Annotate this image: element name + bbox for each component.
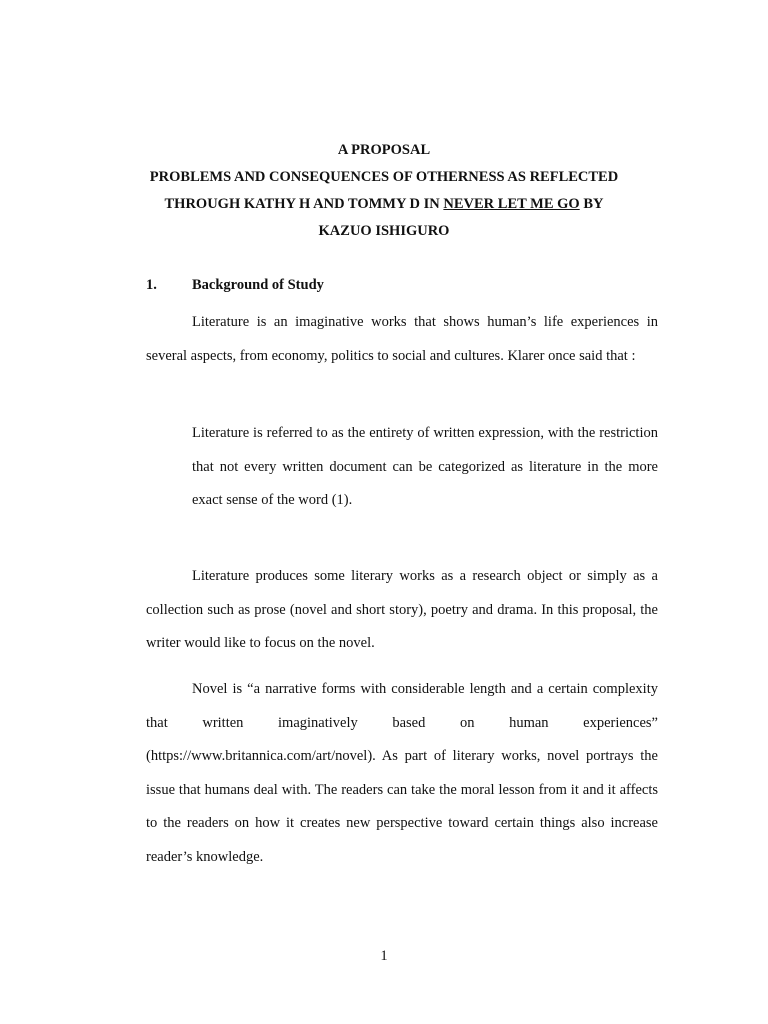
paragraph-1: Literature is an imaginative works that shows human’s life experiences in several aspects, from economy, politics to social and cultures. Klarer once said that : [146, 314, 658, 364]
title-line-author: KAZUO ISHIGURO [318, 223, 450, 239]
title-line-2: PROBLEMS AND CONSEQUENCES OF OTHERNESS AS REFLECTED [149, 169, 619, 185]
document-title [0, 137, 768, 245]
block-quote: Literature is referred to as the entirety of written expression, with the restriction that not every written document can be categorized as literature in the more exact sense of the word (1). [192, 425, 658, 508]
section-number: 1. [146, 277, 157, 293]
paragraph-2: Literature produces some literary works as a research object or simply as a collection such as prose (novel and short story), poetry and drama. In this proposal, the writer would like to focus on the novel. [146, 568, 658, 651]
section-title: Background of Study [192, 277, 324, 293]
paragraph-3: Novel is “a narrative forms with considerable length and a certain complexity that written imaginatively based on human experiences” (https://www.britannica.com/art/novel). As part of literary works, novel portrays the issue that humans deal with. The readers can take the moral lesson from it and it affects to the readers on how it creates new perspective toward certain things also increase reader’s knowledge. [146, 681, 658, 865]
page-number: 1 [380, 948, 388, 964]
book-title: NEVER LET ME GO [443, 196, 580, 212]
title-line-3-suffix: BY [579, 196, 604, 212]
title-line-3 [0, 191, 768, 218]
title-line-3-prefix: THROUGH KATHY H AND TOMMY D IN [164, 196, 444, 212]
section-heading [146, 276, 324, 294]
title-line-proposal: A PROPOSAL [337, 142, 431, 158]
